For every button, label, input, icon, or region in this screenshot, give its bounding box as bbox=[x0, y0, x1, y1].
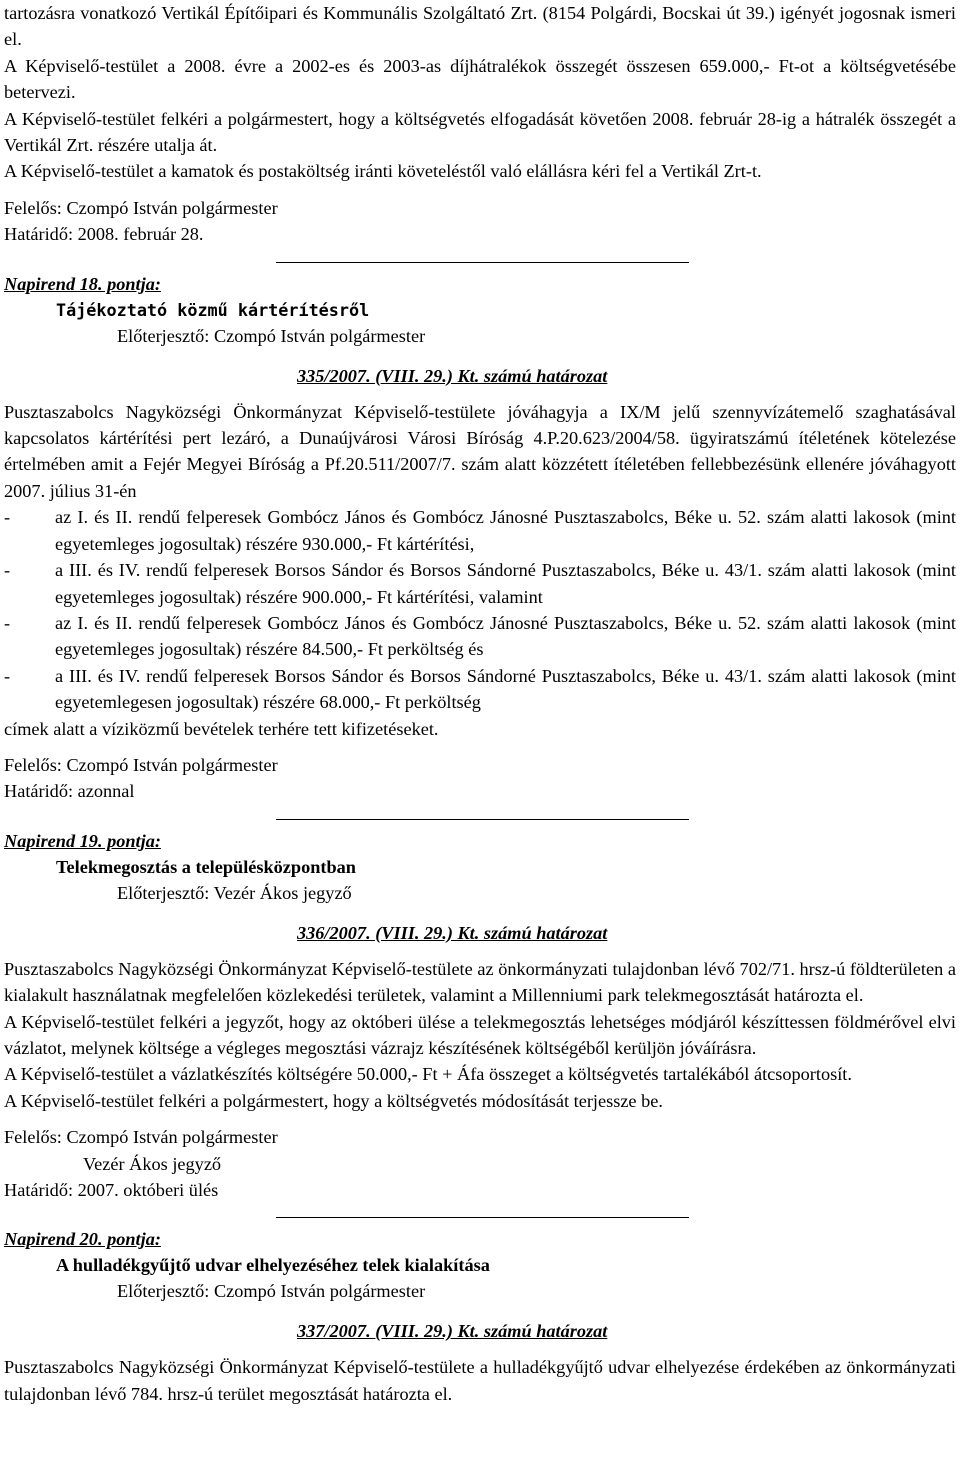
presenter-line: Előterjesztő: Czompó István polgármester bbox=[117, 1281, 426, 1302]
paragraph: A Képviselő-testület felkéri a jegyzőt, hogy az októberi ülése a telekmegosztás lehetséges módjáról készíttessen földmérővel elvi vázlatot, melynek költsége a végleges megosztási vázrajz készítésének költségéből kerüljön jóváírásra. bbox=[4, 1011, 956, 1058]
separator-rule bbox=[276, 1217, 689, 1218]
list-dash: - bbox=[4, 507, 11, 528]
presenter-line: Előterjesztő: Vezér Ákos jegyző bbox=[117, 882, 352, 903]
agenda-item-18 bbox=[4, 271, 956, 820]
agenda-number: Napirend 19. pontja: bbox=[4, 830, 161, 851]
beneficiary-list bbox=[4, 504, 956, 715]
paragraph: A Képviselő-testület felkéri a polgármestert, hogy a költségvetés módosítását terjessze be. bbox=[4, 1090, 663, 1111]
separator-rule bbox=[276, 819, 689, 820]
responsible-line: Felelős: Czompó István polgármester bbox=[4, 754, 278, 775]
responsible-line-2: Vezér Ákos jegyző bbox=[83, 1153, 222, 1174]
list-item-text: az I. és II. rendű felperesek Gombócz János és Gombócz Jánosné Pusztaszabolcs, Béke u. 52. szám alatti lakosok (mint egyetemleges jogosultak) részére 930.000,- Ft kártérítési, bbox=[55, 507, 956, 554]
paragraph: tartozásra vonatkozó Vertikál Építőipari és Kommunális Szolgáltató Zrt. (8154 Polgárdi, Bocskai út 39.) igényét jogosnak ismeri el. bbox=[4, 3, 956, 50]
paragraph: Pusztaszabolcs Nagyközségi Önkormányzat Képviselő-testülete a hulladékgyűjtő udvar elhelyezése érdekében az önkormányzati tulajdonban lévő 784. hrsz-ú terület megosztását határozta el. bbox=[4, 1357, 956, 1404]
agenda-item-19 bbox=[4, 828, 956, 1219]
agenda-title: Tájékoztató közmű kártérítésről bbox=[56, 299, 370, 320]
responsible-line: Felelős: Czompó István polgármester bbox=[4, 197, 278, 218]
list-dash: - bbox=[4, 612, 11, 633]
responsible-line: Felelős: Czompó István polgármester bbox=[4, 1127, 278, 1148]
list-item-text: a III. és IV. rendű felperesek Borsos Sándor és Borsos Sándorné Pusztaszabolcs, Béke u. 43/1. szám alatti lakosok (mint egyetemleges jogosultak) részére 900.000,- Ft kártérítési, valamint bbox=[55, 560, 956, 607]
paragraph: Pusztaszabolcs Nagyközségi Önkormányzat Képviselő-testülete jóváhagyja a IX/M jelű szennyvízátemelő szaghatásával kapcsolatos kártérítési pert lezáró, a Dunaújvárosi Városi Bíróság 4.P.20.623/2004/58. ügyiratszámú ítéletének kötelezése értelmében amit a Fejér Megyei Bíróság a Pf.20.511/2007/7. szám alatt közzétett ítéletében fellebbezésünk ellenére jóváhagyott 2007. július 31-én bbox=[4, 401, 956, 501]
paragraph: A Képviselő-testület a vázlatkészítés költségére 50.000,- Ft + Áfa összeget a költségvetés tartalékából átcsoportosít. bbox=[4, 1064, 852, 1085]
agenda-title: Telekmegosztás a településközpontban bbox=[56, 856, 356, 877]
deadline-line: Határidő: azonnal bbox=[4, 781, 135, 802]
deadline-line: Határidő: 2007. októberi ülés bbox=[4, 1180, 219, 1200]
list-item bbox=[4, 557, 956, 610]
paragraph: A Képviselő-testület a 2008. évre a 2002-es és 2003-as díjhátralékok összegét összesen 659.000,- Ft-ot a költségvetésébe betervezi. bbox=[4, 55, 956, 103]
agenda-title: A hulladékgyűjtő udvar elhelyezéséhez telek kialakítása bbox=[56, 1255, 490, 1276]
separator-rule bbox=[276, 262, 689, 263]
resolution-number: 337/2007. (VIII. 29.) Kt. számú határozat bbox=[297, 1321, 608, 1342]
list-item-text: az I. és II. rendű felperesek Gombócz János és Gombócz Jánosné Pusztaszabolcs, Béke u. 52. szám alatti lakosok (mint egyetemleges jogosultak) részére 84.500,- Ft perköltség és bbox=[55, 612, 956, 660]
agenda-item-20 bbox=[4, 1226, 956, 1407]
paragraph: címek alatt a víziközmű bevételek terhére tett kifizetéseket. bbox=[4, 718, 439, 739]
paragraph: A Képviselő-testület felkéri a polgármestert, hogy a költségvetés elfogadását követően 2008. február 28-ig a hátralék összegét a Vertikál Zrt. részére utalja át. bbox=[4, 108, 956, 156]
agenda-number: Napirend 18. pontja: bbox=[4, 273, 161, 294]
paragraph: Pusztaszabolcs Nagyközségi Önkormányzat Képviselő-testülete az önkormányzati tulajdonban lévő 702/71. hrsz-ú földterületen a kialakult használatnak megfelelően közlekedési területek, valamint a Millenniumi park telekmegosztását határozta el. bbox=[4, 958, 956, 1006]
list-item-text: a III. és IV. rendű felperesek Borsos Sándor és Borsos Sándorné Pusztaszabolcs, Béke u. 43/1. szám alatti lakosok (mint egyetemlegesen jogosultak) részére 68.000,- Ft perköltség bbox=[55, 665, 956, 713]
presenter-line: Előterjesztő: Czompó István polgármester bbox=[117, 325, 426, 346]
resolution-number: 335/2007. (VIII. 29.) Kt. számú határozat bbox=[297, 365, 608, 386]
list-dash: - bbox=[4, 560, 11, 581]
resolution-number: 336/2007. (VIII. 29.) Kt. számú határozat bbox=[297, 922, 608, 943]
agenda-number: Napirend 20. pontja: bbox=[4, 1229, 161, 1250]
deadline-line: Határidő: 2008. február 28. bbox=[4, 224, 204, 245]
paragraph: A Képviselő-testület a kamatok és postaköltség iránti követeléstől való elállásra kéri fel a Vertikál Zrt-t. bbox=[4, 161, 762, 182]
list-item bbox=[4, 663, 956, 716]
list-dash: - bbox=[4, 665, 11, 686]
list-item bbox=[4, 610, 956, 663]
list-item bbox=[4, 504, 956, 557]
